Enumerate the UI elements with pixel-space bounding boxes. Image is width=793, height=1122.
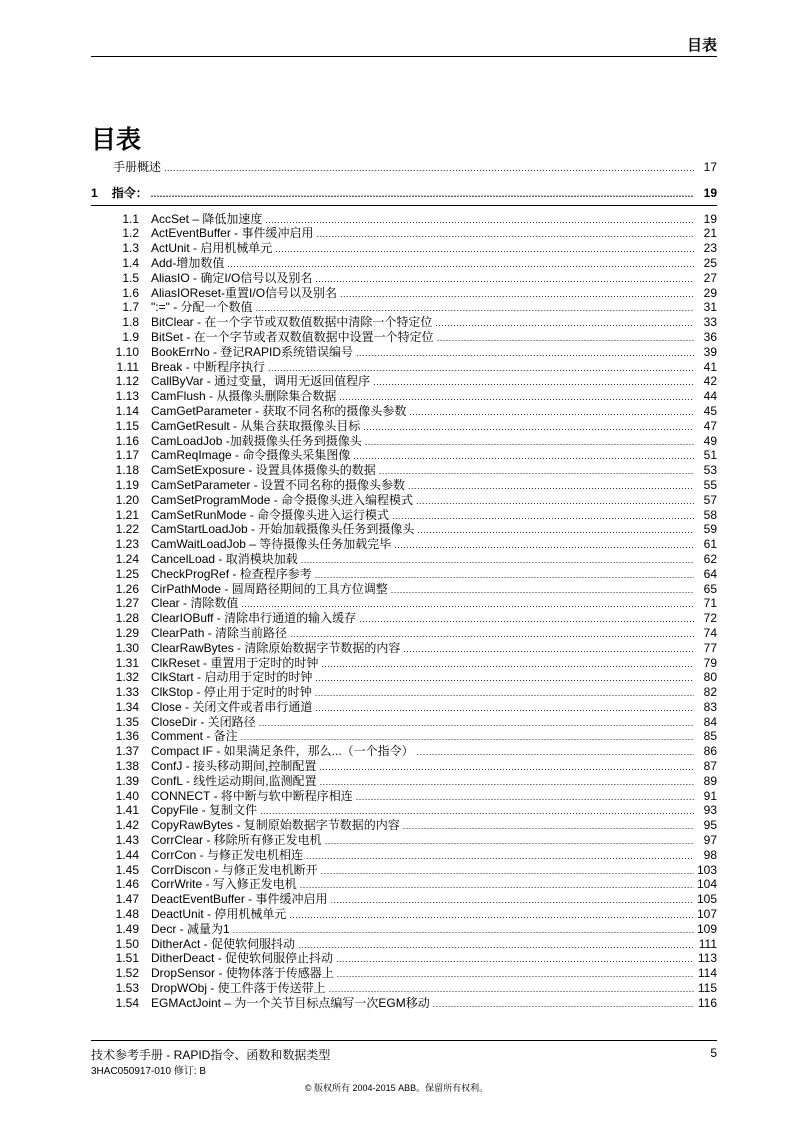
dot-leader xyxy=(353,448,694,464)
toc-entry-number: 1.6 xyxy=(122,285,139,300)
toc-entry-title: ClkStop - 停止用于定时的时钟 xyxy=(151,685,312,700)
toc-entry-number: 1.47 xyxy=(115,892,139,907)
footer-copyright: © 版权所有 2004-2015 ABB。保留所有权利。 xyxy=(304,1083,489,1093)
toc-entry-number: 1.25 xyxy=(115,566,139,581)
toc-entry-title: Decr - 减量为1 xyxy=(151,921,230,936)
toc-entry-number: 1.40 xyxy=(115,788,139,803)
toc-entry-page: 25 xyxy=(703,255,717,270)
toc-entry-number: 1.43 xyxy=(115,833,139,848)
toc-entry[interactable] xyxy=(91,434,717,449)
footer-manual-title: 技术参考手册 - RAPID指令、函数和数据类型 xyxy=(91,1048,331,1062)
toc-entry-page: 59 xyxy=(703,522,717,537)
toc-entry-page: 83 xyxy=(703,699,717,714)
toc-entry-title: CamLoadJob -加载摄像头任务到摄像头 xyxy=(151,433,362,448)
toc-entry[interactable] xyxy=(91,582,717,597)
toc-entry-page: 109 xyxy=(696,921,717,936)
toc-entry[interactable] xyxy=(91,389,717,404)
dot-leader xyxy=(319,759,694,775)
toc-entry-title: ClearPath - 清除当前路径 xyxy=(151,625,288,640)
dot-leader xyxy=(435,315,694,331)
toc-entry-page: 79 xyxy=(703,655,717,670)
toc-entry-number: 1.4 xyxy=(122,255,139,270)
toc-entry[interactable] xyxy=(91,478,717,493)
toc-entry[interactable] xyxy=(91,789,717,804)
toc-entry-title: CorrClear - 移除所有修正发电机 xyxy=(151,833,322,848)
toc-entry-title: Comment - 备注 xyxy=(151,729,238,744)
toc-entry-title: CirPathMode - 圆周路径期间的工具方位调整 xyxy=(151,581,388,596)
toc-entry-page: 53 xyxy=(703,463,717,478)
toc-entry-number: 1.9 xyxy=(122,329,139,344)
toc-entry[interactable] xyxy=(91,596,717,611)
toc-entry[interactable] xyxy=(91,803,717,818)
toc-entry[interactable] xyxy=(91,463,717,478)
toc-entry-title: Clear - 清除数值 xyxy=(151,596,239,611)
toc-entry-page: 36 xyxy=(703,329,717,344)
toc-entry-number: 1.3 xyxy=(122,241,139,256)
toc-entry[interactable] xyxy=(91,271,717,286)
dot-leader xyxy=(275,241,694,257)
toc-entry-title: AliasIO - 确定I/O信号以及别名 xyxy=(151,270,313,285)
toc-entry-page: 104 xyxy=(696,877,717,892)
toc-entry[interactable] xyxy=(91,656,717,671)
toc-entry[interactable] xyxy=(91,448,717,463)
toc-entry-page: 115 xyxy=(697,981,717,996)
dot-leader xyxy=(151,186,694,202)
toc-entry-page: 105 xyxy=(696,892,717,907)
toc-entry-page: 51 xyxy=(703,448,717,463)
toc-entry-page: 39 xyxy=(703,344,717,359)
toc-entry-page: 44 xyxy=(703,389,717,404)
toc-entry-number: 1.44 xyxy=(115,847,139,862)
toc-entry-title: AccSet – 降低加速度 xyxy=(151,211,263,226)
toc-entry-title: CloseDir - 关闭路径 xyxy=(151,714,256,729)
toc-entry-number: 1.54 xyxy=(115,995,139,1010)
toc-entry-page: 27 xyxy=(703,270,717,285)
toc-entry[interactable] xyxy=(91,508,717,523)
dot-leader xyxy=(416,493,694,509)
dot-leader xyxy=(356,345,694,361)
toc-entry[interactable] xyxy=(91,700,717,715)
toc-entry[interactable] xyxy=(91,537,717,552)
dot-leader xyxy=(394,537,694,553)
toc-entry-page: 103 xyxy=(696,862,717,877)
toc-entry-number: 1.22 xyxy=(115,522,139,537)
toc-entry[interactable] xyxy=(91,744,717,759)
toc-entry-number: 1.32 xyxy=(115,670,139,685)
table-of-contents xyxy=(91,160,717,1011)
toc-entry-number: 1.41 xyxy=(115,803,139,818)
toc-entry-title: ClkReset - 重置用于定时的时钟 xyxy=(151,655,319,670)
toc-entry[interactable] xyxy=(91,729,717,744)
toc-entry-number: 1.19 xyxy=(115,477,139,492)
toc-overview-page: 17 xyxy=(703,160,717,174)
toc-entry-page: 23 xyxy=(703,241,717,256)
dot-leader xyxy=(260,803,694,819)
toc-entry-number: 1.35 xyxy=(115,714,139,729)
dot-leader xyxy=(391,582,694,598)
toc-entry-page: 87 xyxy=(703,759,717,774)
toc-entry-number: 1.21 xyxy=(115,507,139,522)
dot-leader xyxy=(325,833,694,849)
toc-entry-number: 1.7 xyxy=(122,300,139,315)
toc-entry-page: 45 xyxy=(703,403,717,418)
toc-entry-number: 1.24 xyxy=(115,551,139,566)
toc-entry-number: 1.16 xyxy=(115,433,139,448)
dot-leader xyxy=(321,656,694,672)
toc-entry[interactable] xyxy=(91,522,717,537)
toc-overview-entry[interactable] xyxy=(113,160,717,175)
toc-entry[interactable] xyxy=(91,419,717,434)
toc-entry-number: 1.45 xyxy=(115,862,139,877)
toc-entry-number: 1.37 xyxy=(115,744,139,759)
dot-leader xyxy=(315,700,694,716)
toc-entry[interactable] xyxy=(91,611,717,626)
toc-entry-number: 1.17 xyxy=(115,448,139,463)
toc-entries xyxy=(91,212,717,1011)
toc-entry-number: 1.52 xyxy=(115,966,139,981)
toc-entry-title: CopyRawBytes - 复制原始数据字节数据的内容 xyxy=(151,818,400,833)
toc-entry-page: 41 xyxy=(703,359,717,374)
toc-entry-number: 1.8 xyxy=(122,315,139,330)
dot-leader xyxy=(340,286,694,302)
toc-entry[interactable] xyxy=(91,981,717,996)
toc-entry-title: AliasIOReset-重置I/O信号以及别名 xyxy=(151,285,338,300)
toc-entry-title: CorrCon - 与修正发电机相连 xyxy=(151,847,304,862)
toc-entry[interactable] xyxy=(91,670,717,685)
toc-entry-number: 1.28 xyxy=(115,611,139,626)
toc-entry-title: CamSetExposure - 设置具体摄像头的数据 xyxy=(151,463,376,478)
toc-chapter-entry[interactable] xyxy=(91,186,717,201)
toc-entry-page: 80 xyxy=(703,670,717,685)
toc-entry-title: ActUnit - 启用机械单元 xyxy=(151,241,273,256)
header-title: 目表 xyxy=(686,37,717,54)
toc-entry[interactable] xyxy=(91,286,717,301)
toc-entry[interactable] xyxy=(91,360,717,375)
toc-entry-title: CamSetParameter - 设置不同名称的摄像头参数 xyxy=(151,477,406,492)
toc-entry-page: 19 xyxy=(703,211,717,226)
toc-entry-page: 65 xyxy=(703,581,717,596)
toc-entry-page: 42 xyxy=(703,374,717,389)
toc-entry-page: 84 xyxy=(703,714,717,729)
dot-leader xyxy=(409,404,694,420)
toc-entry[interactable] xyxy=(91,715,717,730)
toc-entry-title: ConfJ - 接头移动期间,控制配置 xyxy=(151,759,317,774)
toc-entry-page: 21 xyxy=(703,226,717,241)
toc-entry-number: 1.36 xyxy=(115,729,139,744)
toc-entry-page: 95 xyxy=(703,818,717,833)
dot-leader xyxy=(321,863,694,879)
toc-entry-number: 1.48 xyxy=(115,907,139,922)
toc-chapter-number: 1 xyxy=(91,185,98,200)
toc-entry-number: 1.11 xyxy=(116,359,139,374)
toc-entry-page: 57 xyxy=(703,492,717,507)
toc-entry-number: 1.2 xyxy=(122,226,139,241)
toc-entry-number: 1.50 xyxy=(115,936,139,951)
toc-entry-title: ClearRawBytes - 清除原始数据字节数据的内容 xyxy=(151,640,401,655)
dot-leader xyxy=(317,226,695,242)
dot-leader xyxy=(403,818,694,834)
toc-entry-title: Add-增加数值 xyxy=(151,255,225,270)
toc-entry-page: 72 xyxy=(703,611,717,626)
toc-entry-page: 89 xyxy=(703,773,717,788)
toc-entry-number: 1.10 xyxy=(115,344,139,359)
toc-entry-title: CamSetRunMode - 命令摄像头进入运行模式 xyxy=(151,507,390,522)
dot-leader xyxy=(373,374,694,390)
toc-entry-number: 1.5 xyxy=(122,270,139,285)
dot-leader xyxy=(315,685,694,701)
toc-entry[interactable] xyxy=(91,256,717,271)
toc-entry-number: 1.15 xyxy=(115,418,139,433)
toc-entry-page: 91 xyxy=(703,788,717,803)
toc-entry[interactable] xyxy=(91,212,717,227)
toc-entry-title: DeactEventBuffer - 事件缓冲启用 xyxy=(151,892,328,907)
dot-leader xyxy=(315,567,694,583)
toc-entry-title: BitSet - 在一个字节或者双数值数据中设置一个特定位 xyxy=(151,329,434,344)
toc-entry[interactable] xyxy=(91,241,717,256)
dot-leader xyxy=(241,596,694,612)
toc-entry-page: 113 xyxy=(697,951,717,966)
toc-entry-title: CamWaitLoadJob – 等待摄像头任务加载完毕 xyxy=(151,537,392,552)
dot-leader xyxy=(365,434,694,450)
toc-entry-title: DropSensor - 使物体落于传感器上 xyxy=(151,966,334,981)
toc-entry[interactable] xyxy=(91,863,717,878)
toc-entry[interactable] xyxy=(91,818,717,833)
toc-entry[interactable] xyxy=(91,951,717,966)
toc-entry-number: 1.1 xyxy=(122,211,139,226)
chapter-rule xyxy=(91,205,717,206)
toc-entry-number: 1.34 xyxy=(115,699,139,714)
toc-entry-page: 93 xyxy=(703,803,717,818)
toc-entry-page: 98 xyxy=(703,847,717,862)
toc-entry-title: CamReqImage - 命令摄像头采集图像 xyxy=(151,448,351,463)
toc-entry-page: 77 xyxy=(703,640,717,655)
dot-leader xyxy=(301,552,694,568)
dot-leader xyxy=(337,966,694,982)
toc-entry[interactable] xyxy=(91,493,717,508)
dot-leader xyxy=(417,744,694,760)
toc-entry-title: ActEventBuffer - 事件缓冲启用 xyxy=(151,226,314,241)
toc-entry-title: ConfL - 线性运动期间,监测配置 xyxy=(151,773,317,788)
toc-entry-title: CancelLoad - 取消模块加载 xyxy=(151,551,298,566)
dot-leader xyxy=(408,478,694,494)
toc-entry[interactable] xyxy=(91,226,717,241)
dot-leader xyxy=(363,419,694,435)
dot-leader xyxy=(336,951,694,967)
toc-entry[interactable] xyxy=(91,315,717,330)
dot-leader xyxy=(315,271,694,287)
toc-entry[interactable] xyxy=(91,345,717,360)
toc-entry-page: 29 xyxy=(703,285,717,300)
toc-entry-page: 64 xyxy=(703,566,717,581)
toc-entry[interactable] xyxy=(91,774,717,789)
page-title: 目表 xyxy=(91,126,142,154)
toc-entry[interactable] xyxy=(91,922,717,937)
dot-leader xyxy=(437,330,694,346)
toc-entry-page: 33 xyxy=(703,315,717,330)
toc-entry-number: 1.14 xyxy=(115,403,139,418)
toc-entry-number: 1.18 xyxy=(115,463,139,478)
dot-leader xyxy=(233,922,694,938)
footer-rule xyxy=(91,1040,717,1041)
footer-page-number: 5 xyxy=(710,1046,717,1060)
toc-entry-number: 1.27 xyxy=(115,596,139,611)
toc-entry-title: CorrWrite - 写入修正发电机 xyxy=(151,877,297,892)
toc-entry-title: CamGetParameter - 获取不同名称的摄像头参数 xyxy=(151,403,407,418)
toc-entry-page: 116 xyxy=(697,995,717,1010)
toc-entry[interactable] xyxy=(91,300,717,315)
toc-entry-title: CamGetResult - 从集合获取摄像头目标 xyxy=(151,418,361,433)
toc-entry[interactable] xyxy=(91,907,717,922)
toc-entry-page: 86 xyxy=(703,744,717,759)
toc-entry[interactable] xyxy=(91,685,717,700)
toc-entry-title: DeactUnit - 停用机械单元 xyxy=(151,907,287,922)
dot-leader xyxy=(289,907,694,923)
dot-leader xyxy=(320,774,694,790)
dot-leader xyxy=(241,729,694,745)
toc-entry-title: Break - 中断程序执行 xyxy=(151,359,266,374)
dot-leader xyxy=(265,212,694,228)
toc-entry-title: CONNECT - 将中断与软中断程序相连 xyxy=(151,788,353,803)
toc-entry-number: 1.30 xyxy=(115,640,139,655)
dot-leader xyxy=(329,981,694,997)
toc-entry-title: Close - 关闭文件或者串行通道 xyxy=(151,699,313,714)
toc-entry[interactable] xyxy=(91,848,717,863)
toc-entry-number: 1.29 xyxy=(115,625,139,640)
toc-entry[interactable] xyxy=(91,966,717,981)
toc-entry-title: CheckProgRef - 检查程序参考 xyxy=(151,566,312,581)
toc-entry[interactable] xyxy=(91,552,717,567)
toc-entry[interactable] xyxy=(91,641,717,656)
toc-entry-page: 58 xyxy=(703,507,717,522)
toc-entry[interactable] xyxy=(91,877,717,892)
toc-entry-number: 1.23 xyxy=(115,537,139,552)
toc-entry-page: 107 xyxy=(696,907,717,922)
toc-entry-page: 82 xyxy=(703,685,717,700)
toc-entry[interactable] xyxy=(91,996,717,1011)
dot-leader xyxy=(315,670,694,686)
dot-leader xyxy=(256,300,694,316)
toc-entry-title: DitherDeact - 促使软伺服停止抖动 xyxy=(151,951,334,966)
toc-entry-title: Compact IF - 如果满足条件，那么...（一个指令） xyxy=(151,744,414,759)
toc-entry-number: 1.38 xyxy=(115,759,139,774)
toc-entry[interactable] xyxy=(91,567,717,582)
dot-leader xyxy=(268,360,694,376)
toc-overview-label: 手册概述 xyxy=(113,160,162,174)
dot-leader xyxy=(433,996,694,1012)
toc-entry-title: DropWObj - 使工件落于传送带上 xyxy=(151,981,326,996)
toc-entry-page: 31 xyxy=(703,300,717,315)
toc-entry-page: 111 xyxy=(698,936,717,951)
dot-leader xyxy=(300,877,694,893)
toc-entry-page: 114 xyxy=(697,966,717,981)
toc-entry-title: BitClear - 在一个字节或双数值数据中清除一个特定位 xyxy=(151,315,433,330)
toc-entry-title: CamFlush - 从摄像头删除集合数据 xyxy=(151,389,337,404)
toc-entry-title: BookErrNo - 登记RAPID系统错误编号 xyxy=(151,344,354,359)
toc-entry-page: 97 xyxy=(703,833,717,848)
toc-entry[interactable] xyxy=(91,892,717,907)
header-rule xyxy=(91,56,717,57)
toc-chapter-page: 19 xyxy=(703,185,717,200)
dot-leader xyxy=(359,611,694,627)
toc-entry[interactable] xyxy=(91,626,717,641)
dot-leader xyxy=(227,256,694,272)
dot-leader xyxy=(417,522,694,538)
dot-leader xyxy=(392,508,694,524)
toc-entry-title: CorrDiscon - 与修正发电机断开 xyxy=(151,862,318,877)
dot-leader xyxy=(331,892,694,908)
toc-entry-number: 1.31 xyxy=(115,655,139,670)
toc-entry-number: 1.49 xyxy=(115,921,139,936)
toc-entry-number: 1.51 xyxy=(115,951,139,966)
toc-entry-page: 62 xyxy=(703,551,717,566)
toc-entry-title: CallByVar - 通过变量，调用无返回值程序 xyxy=(151,374,371,389)
toc-entry[interactable] xyxy=(91,833,717,848)
toc-chapter-label: 指令： xyxy=(111,185,148,200)
toc-entry-page: 55 xyxy=(703,477,717,492)
toc-entry-page: 61 xyxy=(703,537,717,552)
dot-leader xyxy=(164,160,694,176)
dot-leader xyxy=(379,463,694,479)
toc-entry-page: 47 xyxy=(703,418,717,433)
toc-entry-title: ":=" - 分配一个数值 xyxy=(151,300,253,315)
toc-entry[interactable] xyxy=(91,759,717,774)
dot-leader xyxy=(403,641,694,657)
toc-entry-title: ClearIOBuff - 清除串行通道的输入缓存 xyxy=(151,611,357,626)
toc-entry[interactable] xyxy=(91,937,717,952)
dot-leader xyxy=(298,937,694,953)
dot-leader xyxy=(339,389,694,405)
toc-entry-number: 1.13 xyxy=(115,389,139,404)
toc-entry-number: 1.26 xyxy=(115,581,139,596)
toc-entry-page: 49 xyxy=(703,433,717,448)
footer-document-id: 3HAC050917-010 修订: B xyxy=(91,1066,207,1077)
dot-leader xyxy=(290,626,694,642)
toc-entry-number: 1.46 xyxy=(115,877,139,892)
toc-entry-number: 1.39 xyxy=(115,773,139,788)
toc-entry[interactable] xyxy=(91,404,717,419)
toc-entry[interactable] xyxy=(91,374,717,389)
toc-entry-title: EGMActJoint – 为一个关节目标点编写一次EGM移动 xyxy=(151,995,430,1010)
toc-entry-title: CopyFile - 复制文件 xyxy=(151,803,258,818)
toc-entry-number: 1.33 xyxy=(115,685,139,700)
toc-entry-title: ClkStart - 启动用于定时的时钟 xyxy=(151,670,313,685)
toc-entry-page: 85 xyxy=(703,729,717,744)
dot-leader xyxy=(356,789,694,805)
dot-leader xyxy=(259,715,694,731)
toc-entry-number: 1.20 xyxy=(115,492,139,507)
toc-entry-title: CamSetProgramMode - 命令摄像头进入编程模式 xyxy=(151,492,414,507)
toc-entry[interactable] xyxy=(91,330,717,345)
toc-entry-number: 1.12 xyxy=(115,374,139,389)
toc-entry-number: 1.53 xyxy=(115,981,139,996)
toc-entry-page: 71 xyxy=(703,596,717,611)
toc-entry-page: 74 xyxy=(703,625,717,640)
toc-entry-title: DitherAct - 促使软伺服抖动 xyxy=(151,936,296,951)
toc-entry-number: 1.42 xyxy=(115,818,139,833)
dot-leader xyxy=(306,848,694,864)
toc-entry-title: CamStartLoadJob - 开始加载摄像头任务到摄像头 xyxy=(151,522,415,537)
